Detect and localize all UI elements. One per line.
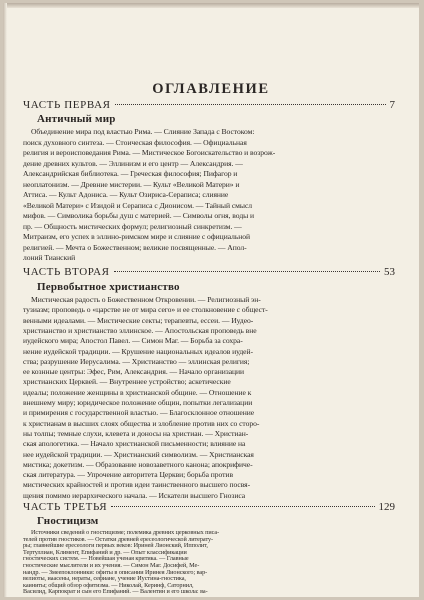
description-line: неоплатонизм. — Древние мистерии. — Культ «Великой Матери» и: [23, 179, 240, 189]
description-line: Митраизм, его успех в эллино-римском мире и слияние с официальной: [23, 232, 251, 241]
description-line: Мистическая радость о Божественном Откровении. — Религиозный эн-: [31, 295, 261, 304]
book-page: [3, 3, 419, 597]
description-line: иудейского мира; Апостол Павел. — Симон Маг. — Борьба за сохра-: [23, 336, 243, 346]
part-1-page-number: 7: [389, 99, 395, 111]
description-line: религией. — Мечта о Божественном; великие посвященные. — Апол-: [23, 242, 247, 252]
description-line: к христианам в высших слоях общества и злобление против них со сторо-: [23, 418, 260, 428]
part-2-subtitle: Первобытное христианство: [37, 281, 180, 293]
description-line: мистических крайностей и против идеи таинственного высшего посвя-: [23, 480, 251, 490]
part-3-subtitle: Гностицизм: [37, 515, 99, 527]
description-line: «Великой Матери» с Изидой и Сераписа с Дионисом. — Тайный смысл: [23, 200, 253, 210]
description-line: велиоты, иаасены, нераты, сефиане, учение Иустина-гностика,: [23, 575, 186, 583]
description-line: мифов. — Символика борьбы душ с материей. — Символы огня, воды и: [23, 211, 255, 220]
description-line: телей против гностиков. — Остатки древней ересеологической литерату-: [23, 535, 214, 543]
description-line: ская литература. — Упрочение авторитета Церкви; борьба против: [23, 470, 233, 480]
description-line: внешнему миру; юридическое положение общин, попытки легализации: [23, 398, 253, 407]
description-line: христианство и христианство эллинское. — Апостольская проповедь вне: [23, 325, 257, 335]
part-2-label: ЧАСТЬ ВТОРАЯ: [23, 266, 110, 278]
description-line: и примирения с государственной властью. — Благосклонное отношение: [23, 408, 255, 418]
description-line: дение древних культов. — Эллинизм и его центр — Александрия. —: [23, 158, 243, 168]
description-line: Тертуллиан, Климент, Епифаний и др. — Опыт классификации: [23, 548, 187, 556]
description-line: идеалы; положение женщины в христианской общине. — Отношение к: [23, 387, 252, 397]
dot-leader: [115, 104, 386, 105]
description-line: христианских Церквей. — Внутреннее устройство; аскетические: [23, 377, 231, 387]
description-line: Александрийская библиотека. — Греческая философия; Пифагор и: [23, 169, 238, 178]
description-line: тузиазм; проповедь о «царстве не от мира сего» и ее столкновение с общест-: [23, 305, 268, 315]
description-line: ры; главнейшие ересеологи первых веков: Ириней Лионский, Ипполит,: [23, 542, 208, 550]
description-line: гностических систем. — Новейшая ученая критика. — Главные: [23, 555, 189, 563]
description-line: ская апологетика. — Начало христианской письменности; влияние на: [23, 439, 246, 449]
part-1-subtitle: Античный мир: [37, 113, 116, 125]
description-line: поиск духовного синтеза. — Стоическая философия. — Официальная: [23, 137, 247, 147]
description-line: лоний Тианский: [23, 253, 76, 262]
dot-leader: [114, 271, 380, 272]
description-line: нандр. — Змеепоклонники: офиты в описании Иринея Лионского; вар-: [23, 568, 208, 576]
toc-title: ОГЛАВЛЕНИЕ: [152, 81, 270, 97]
description-line: нение иудейской традиции. — Крушение национальных идеалов иудей-: [23, 346, 253, 356]
dot-leader: [111, 506, 374, 507]
part-1-label: ЧАСТЬ ПЕРВАЯ: [23, 99, 111, 111]
description-line: Аттиса. — Культ Адониса. — Культ Озириса-Сераписа; слияние: [23, 190, 229, 199]
description-line: мистика; докетизм. — Образование новозаветного канона; апокрифиче-: [23, 459, 253, 469]
description-line: ны толпы; темные слухи, клевета и доносы на христиан. — Христиан-: [23, 428, 249, 438]
part-3-page-number: 129: [378, 501, 395, 513]
description-line: ее кознные центры: Эфес, Рим, Александрия. — Начало организации: [23, 367, 245, 377]
part-2-page-number: 53: [384, 266, 395, 278]
description-line: нее иудейской традиции. — Христианский символизм. — Христианская: [23, 449, 254, 459]
description-line: ства; разрушение Иерусалима. — Христианство — эллинская религия;: [23, 356, 250, 366]
description-line: каиниты; общий обзор офитизма. — Николай, Керинф, Саторнил,: [23, 581, 194, 589]
description-line: щения помимо иерархического начала. — Искатели высшего Гнозиса: [23, 490, 246, 500]
part-3-heading: [23, 501, 395, 513]
description-line: религия и вероисповедания Рима. — Мистическое Богоискательство и возрож-: [23, 148, 276, 157]
description-line: гностические мыслители и их учения. — Симон Маг. Досифей, Ме-: [23, 562, 200, 569]
description-line: пр. — Общность мистических формул; религиозный синкретизм. —: [23, 221, 242, 231]
part-3-label: ЧАСТЬ ТРЕТЬЯ: [23, 501, 108, 513]
part-1-heading: [23, 99, 395, 111]
description-line: Объединение мира под властью Рима. — Слияние Запада с Востоком:: [31, 127, 255, 136]
description-line: Источники сведений о гностицизме; полемика древних церковных писа-: [31, 529, 220, 536]
part-2-heading: [23, 266, 395, 278]
description-line: венными идеалами. — Мистические секты; терапевты, ессеи. — Иудео-: [23, 315, 254, 325]
page-top-edge: [3, 3, 419, 8]
description-line: Василид, Карпократ и сын его Епифаний. — Валентин и его школа: ва-: [23, 588, 208, 596]
